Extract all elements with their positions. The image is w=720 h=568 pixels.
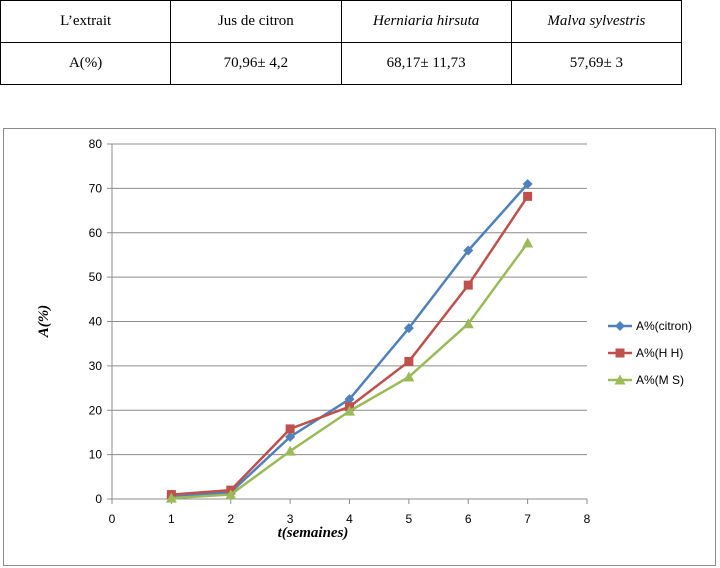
y-tick-label: 10 [88,447,102,462]
data-point-marker [464,281,473,290]
legend-label: A%(M S) [636,373,684,387]
legend-entry [608,319,692,333]
x-tick-label: 1 [168,512,175,526]
value-lemon-juice: 70,96± 4,2 [171,43,341,85]
x-tick-label: 2 [227,512,235,526]
x-tick-label: 6 [464,512,472,526]
legend [608,319,692,387]
header-lemon-juice: Jus de citron [171,1,341,43]
x-tick-label: 5 [405,512,413,526]
y-tick-label: 20 [88,403,102,418]
x-axis-title: t(semaines) [277,525,349,541]
y-axis-title: A(%) [36,304,52,338]
header-extract: L’extrait [1,1,171,43]
data-point-marker [522,237,533,247]
x-tick-label: 7 [524,512,531,526]
y-tick-label: 30 [88,358,102,373]
chart-area [3,128,716,566]
legend-label: A%(H H) [636,346,684,360]
data-point-marker [286,424,295,433]
extract-table [0,0,682,85]
header-herniaria-hirsuta: Herniaria hirsuta [341,1,511,43]
series-line [171,184,527,497]
legend-marker [616,349,625,358]
x-tick-label: 4 [346,512,353,526]
series-1 [167,192,532,499]
data-point-marker [404,357,413,366]
y-tick-label: 70 [88,181,102,196]
data-point-marker [523,192,532,201]
x-tick-label: 0 [108,512,116,526]
value-malva-sylvestris: 57,69± 3 [511,43,681,85]
y-tick-label: 0 [95,492,102,506]
series-0 [166,179,532,502]
y-tick-label: 60 [88,225,102,240]
tick-labels [89,137,591,526]
legend-marker [615,321,625,331]
y-tick-label: 80 [88,137,102,151]
legend-label: A%(citron) [636,319,693,333]
header-malva-sylvestris: Malva sylvestris [511,1,681,43]
x-tick-label: 3 [286,512,294,526]
value-herniaria-hirsuta: 68,17± 11,73 [341,43,511,85]
y-tick-label: 40 [88,314,102,329]
series-line [171,243,527,498]
line-chart [4,129,715,565]
legend-entry [608,373,684,387]
legend-entry [608,346,683,360]
row-label: A(%) [1,43,171,85]
table-row [1,43,682,85]
x-tick-label: 8 [583,512,591,526]
y-tick-label: 50 [88,270,102,285]
series-line [171,196,527,494]
data-series [166,179,533,503]
table-header-row [1,1,682,43]
